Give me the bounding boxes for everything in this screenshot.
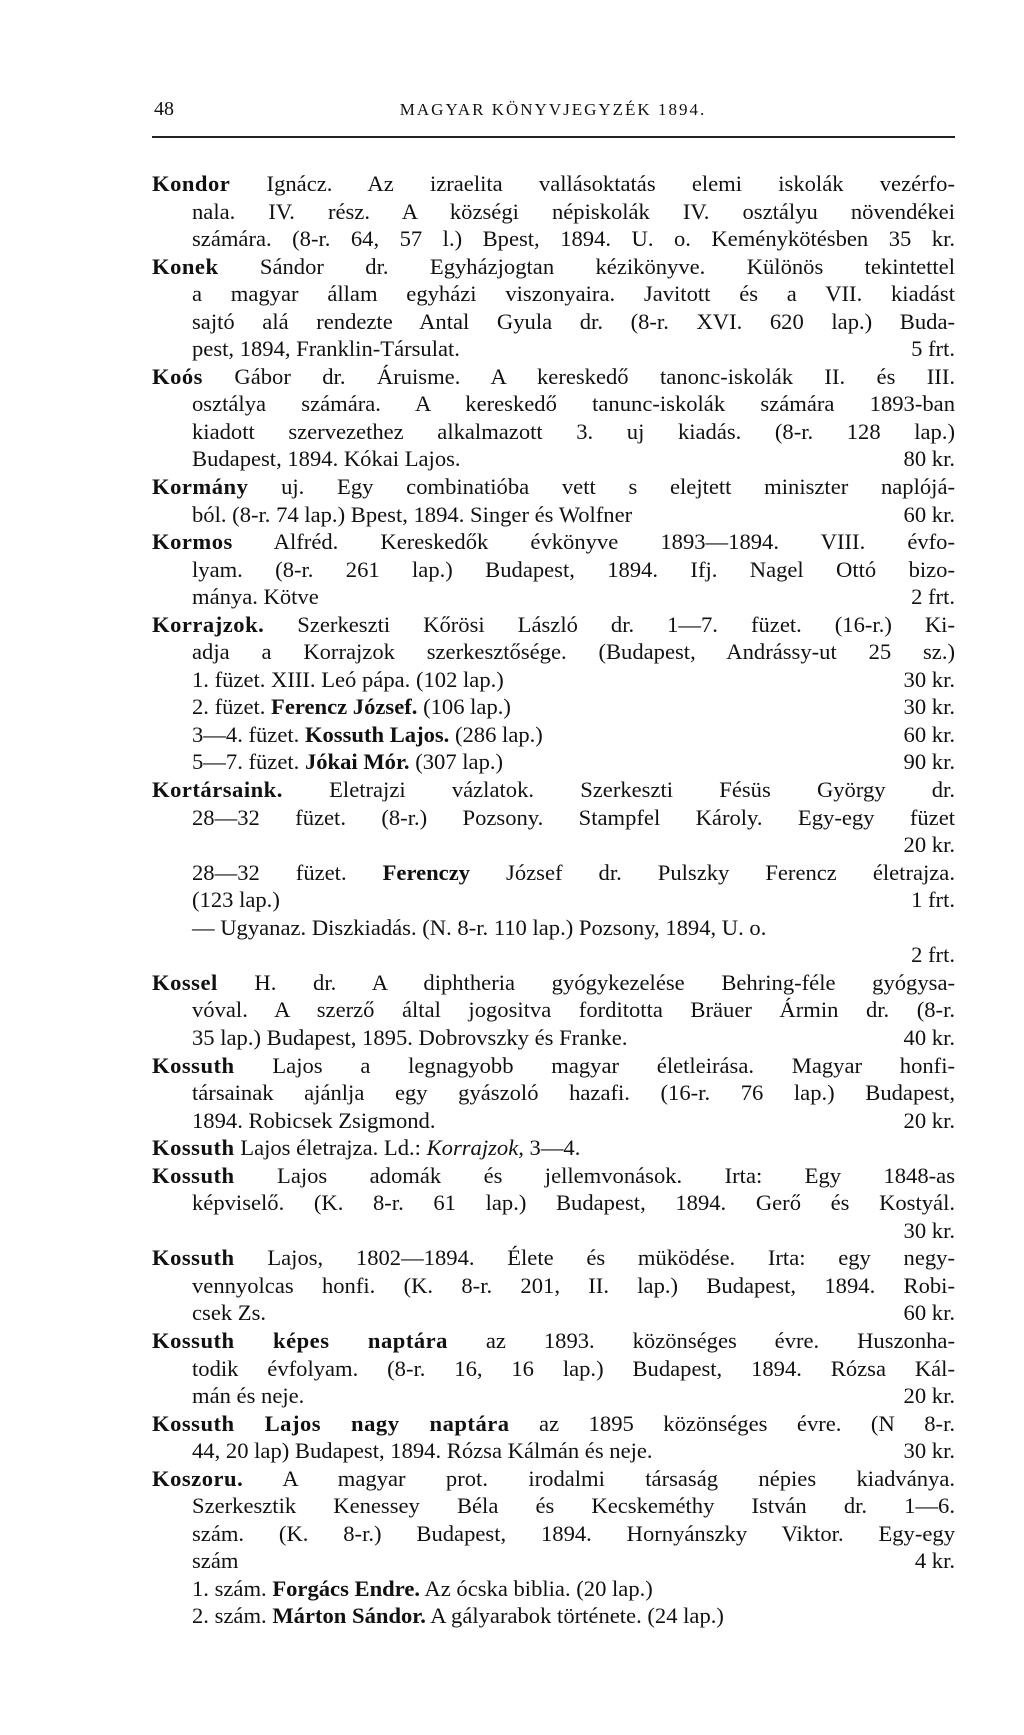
text-segment: vóval. A szerző által jogositva forditotta Bräuer Ármin dr. (8-r. — [192, 997, 955, 1023]
text-segment: kiadott szervezethez alkalmazott 3. uj kiadás. (8-r. 128 lap.) — [192, 418, 955, 444]
text-line — [152, 501, 955, 529]
text-segment: mánya. Kötve — [192, 584, 319, 610]
price-label: 4 kr. — [914, 1548, 955, 1574]
text-segment: 2. szám. — [192, 1603, 273, 1629]
text-segment: Az ócska biblia. (20 lap.) — [420, 1575, 653, 1601]
page-header — [152, 98, 954, 124]
page-number: 48 — [154, 98, 174, 120]
price-label: 30 kr. — [903, 666, 955, 692]
text-segment: 1894. Robicsek Zsigmond. — [192, 1107, 436, 1133]
text-segment: vennyolcas honfi. (K. 8-r. 201, II. lap.) Budapest, 1894. Robi- — [192, 1272, 955, 1298]
text-segment: Lajos a legnagyobb magyar életleirása. Magyar honfi- — [234, 1052, 955, 1078]
text-segment: 3—4. füzet. — [192, 721, 305, 747]
bibliography-text — [152, 170, 955, 1630]
text-segment: társainak ajánlja egy gyászoló hazafi. (16-r. 76 lap.) Budapest, — [192, 1080, 955, 1106]
text-line — [152, 831, 955, 859]
text-segment: Szerkesztik Kenessey Béla és Kecskeméthy István dr. 1—6. — [192, 1493, 955, 1519]
text-line — [152, 941, 955, 969]
entry-heading: Kormos — [152, 529, 233, 555]
text-line — [152, 969, 955, 997]
text-line — [152, 1382, 955, 1410]
price-label: 5 frt. — [911, 336, 955, 362]
text-line — [152, 1355, 955, 1383]
text-line — [152, 1602, 955, 1630]
price-label: 30 kr. — [903, 1217, 955, 1243]
text-line — [152, 583, 955, 611]
text-line — [152, 308, 955, 336]
text-segment: Eletrajzi vázlatok. Szerkeszti Fésüs György dr. — [282, 777, 955, 803]
text-line — [152, 1492, 955, 1520]
text-line — [152, 363, 955, 391]
emphasis-text: Márton Sándor. — [272, 1603, 426, 1629]
text-segment: Gábor dr. Áruisme. A kereskedő tanonc-iskolák II. és III. — [202, 363, 955, 389]
price-label: 60 kr. — [903, 1300, 955, 1326]
entry-heading: Kortársaink. — [152, 777, 283, 803]
text-line — [152, 1575, 955, 1603]
text-segment: 1. füzet. XIII. Leó pápa. (102 lap.) — [192, 666, 504, 692]
price-label: 2 frt. — [911, 942, 955, 968]
text-segment: ból. (8-r. 74 lap.) Bpest, 1894. Singer és Wolfner — [192, 501, 633, 527]
text-segment: 28—32 füzet. — [192, 859, 383, 885]
text-line — [152, 253, 955, 281]
text-line — [152, 198, 955, 226]
text-segment: szám. (K. 8-r.) Budapest, 1894. Hornyánszky Viktor. Egy-egy — [192, 1520, 955, 1546]
entry-heading: Konek — [152, 253, 219, 279]
text-segment: Budapest, 1894. Kókai Lajos. — [192, 446, 461, 472]
text-segment: nala. IV. rész. A községi népiskolák IV. osztályu növendékei — [192, 198, 955, 224]
text-segment: szám — [192, 1548, 239, 1574]
price-label: 1 frt. — [911, 887, 955, 913]
text-line — [152, 473, 955, 501]
entry-heading: Koszoru. — [152, 1465, 244, 1491]
text-segment: Szerkeszti Kőrösi László dr. 1—7. füzet. (16-r.) Ki- — [264, 611, 955, 637]
emphasis-text: Forgács Endre. — [272, 1575, 421, 1601]
price-label: 20 kr. — [903, 1383, 955, 1409]
text-segment: H. dr. A diphtheria gyógykezelése Behring-féle gyógysa- — [217, 969, 955, 995]
entry-heading: Kossuth — [152, 1162, 235, 1188]
text-line — [152, 1520, 955, 1548]
text-segment: az 1893. közönséges évre. Huszonha- — [447, 1327, 955, 1353]
running-title: MAGYAR KÖNYVJEGYZÉK 1894. — [399, 100, 707, 119]
text-segment: todik évfolyam. (8-r. 16, 16 lap.) Budapest, 1894. Rózsa Kál- — [192, 1355, 955, 1381]
entry-heading: Kossuth képes naptára — [152, 1327, 448, 1353]
text-line — [152, 1162, 955, 1190]
text-line — [152, 1437, 955, 1465]
price-label: 20 kr. — [903, 1107, 955, 1133]
text-line — [152, 1410, 955, 1438]
text-line — [152, 996, 955, 1024]
text-line — [152, 445, 955, 473]
text-segment: (286 lap.) — [449, 721, 543, 747]
text-segment: 28—32 füzet. (8-r.) Pozsony. Stampfel Károly. Egy-egy füzet — [192, 804, 955, 830]
entry-heading: Kossuth — [152, 1135, 235, 1161]
text-line — [152, 666, 955, 694]
price-label: 30 kr. — [903, 1438, 955, 1464]
entry-heading: Korrajzok. — [152, 611, 265, 637]
text-line — [152, 1465, 955, 1493]
text-line — [152, 1052, 955, 1080]
emphasis-text: Ferencz József. — [271, 694, 418, 720]
text-segment: Alfréd. Kereskedők évkönyve 1893—1894. VIII. évfo- — [232, 529, 955, 555]
text-line — [152, 556, 955, 584]
emphasis-text: Jókai Mór. — [304, 749, 410, 775]
text-segment: osztálya számára. A kereskedő tanunc-iskolák számára 1893-ban — [192, 391, 955, 417]
text-line — [152, 776, 955, 804]
price-label: 40 kr. — [903, 1024, 955, 1050]
text-line — [152, 1327, 955, 1355]
text-segment: 1. szám. — [192, 1575, 273, 1601]
text-segment: adja a Korrajzok szerkesztősége. (Budapest, Andrássy-ut 25 sz.) — [192, 639, 955, 665]
text-line — [152, 225, 955, 253]
entry-heading: Kossuth Lajos nagy naptára — [152, 1410, 510, 1436]
price-label: 80 kr. — [903, 446, 955, 472]
text-segment: csek Zs. — [192, 1300, 267, 1326]
text-segment: (106 lap.) — [417, 694, 511, 720]
price-label: 90 kr. — [903, 749, 955, 775]
text-segment: sajtó alá rendezte Antal Gyula dr. (8-r. XVI. 620 lap.) Buda- — [192, 308, 955, 334]
text-segment: uj. Egy combinatióba vett s elejtett miniszter naplójá- — [248, 474, 955, 500]
header-rule — [152, 136, 955, 138]
text-line — [152, 638, 955, 666]
text-segment: Lajos adomák és jellemvonások. Irta: Egy 1848-as — [234, 1162, 955, 1188]
text-segment: — Ugyanaz. Diszkiadás. (N. 8-r. 110 lap.) Pozsony, 1894, U. o. — [192, 914, 767, 940]
price-label: 60 kr. — [903, 501, 955, 527]
emphasis-text: Kossuth Lajos. — [304, 721, 450, 747]
text-segment: Lajos életrajza. Ld.: — [234, 1135, 427, 1161]
text-line — [152, 1547, 955, 1575]
text-line — [152, 1134, 955, 1162]
text-segment: 5—7. füzet. — [192, 749, 305, 775]
text-segment: számára. (8-r. 64, 57 l.) Bpest, 1894. U. o. Keménykötésben 35 kr. — [192, 226, 955, 252]
text-line — [152, 748, 955, 776]
text-segment: az 1895 közönséges évre. (N 8-r. — [509, 1410, 955, 1436]
text-line — [152, 170, 955, 198]
price-label: 20 kr. — [903, 832, 955, 858]
text-segment: (307 lap.) — [409, 749, 504, 775]
text-line — [152, 335, 955, 363]
text-segment: képviselő. (K. 8-r. 61 lap.) Budapest, 1894. Gerő és Kostyál. — [192, 1190, 955, 1216]
price-label: 2 frt. — [911, 584, 955, 610]
text-line — [152, 804, 955, 832]
text-segment: Sándor dr. Egyházjogtan kézikönyve. Különös tekintettel — [218, 253, 955, 279]
text-segment: A magyar prot. irodalmi társaság népies kiadványa. — [243, 1465, 955, 1491]
text-line — [152, 1079, 955, 1107]
text-segment: mán és neje. — [192, 1383, 305, 1409]
text-line — [152, 1299, 955, 1327]
emphasis-text: Ferenczy — [382, 859, 471, 885]
text-line — [152, 611, 955, 639]
text-line — [152, 859, 955, 887]
entry-heading: Kondor — [152, 171, 231, 196]
text-segment: pest, 1894, Franklin-Társulat. — [192, 336, 460, 362]
text-line — [152, 1189, 955, 1217]
text-line — [152, 1107, 955, 1135]
text-line — [152, 693, 955, 721]
text-segment: Ignácz. Az izraelita vallásoktatás elemi iskolák vezérfo- — [230, 171, 955, 196]
text-line — [152, 390, 955, 418]
text-segment: lyam. (8-r. 261 lap.) Budapest, 1894. Ifj. Nagel Ottó bizo- — [192, 556, 955, 582]
emphasis-text: Korrajzok, — [426, 1135, 524, 1161]
text-segment: József dr. Pulszky Ferencz életrajza. — [470, 859, 955, 885]
text-line — [152, 886, 955, 914]
text-line — [152, 418, 955, 446]
text-segment: a magyar állam egyházi viszonyaira. Javitott és a VII. kiadást — [192, 281, 955, 307]
text-line — [152, 721, 955, 749]
text-line — [152, 914, 955, 942]
text-segment: 44, 20 lap) Budapest, 1894. Rózsa Kálmán és neje. — [192, 1438, 653, 1464]
text-segment: Lajos, 1802—1894. Élete és müködése. Irta: egy negy- — [234, 1245, 955, 1271]
entry-heading: Koós — [152, 363, 203, 389]
text-line — [152, 1217, 955, 1245]
entry-heading: Kormány — [152, 474, 249, 500]
text-segment: 35 lap.) Budapest, 1895. Dobrovszky és Franke. — [192, 1024, 628, 1050]
text-line — [152, 1272, 955, 1300]
price-label: 60 kr. — [903, 721, 955, 747]
text-line — [152, 1244, 955, 1272]
entry-heading: Kossel — [152, 969, 218, 995]
text-segment: 2. füzet. — [192, 694, 272, 720]
text-line — [152, 280, 955, 308]
price-label: 30 kr. — [903, 694, 955, 720]
text-segment: 3—4. — [523, 1135, 581, 1161]
text-line — [152, 528, 955, 556]
text-segment: (123 lap.) — [192, 887, 280, 913]
entry-heading: Kossuth — [152, 1245, 235, 1271]
entry-heading: Kossuth — [152, 1052, 235, 1078]
text-line — [152, 1024, 955, 1052]
text-segment: A gályarabok története. (24 lap.) — [425, 1603, 724, 1629]
